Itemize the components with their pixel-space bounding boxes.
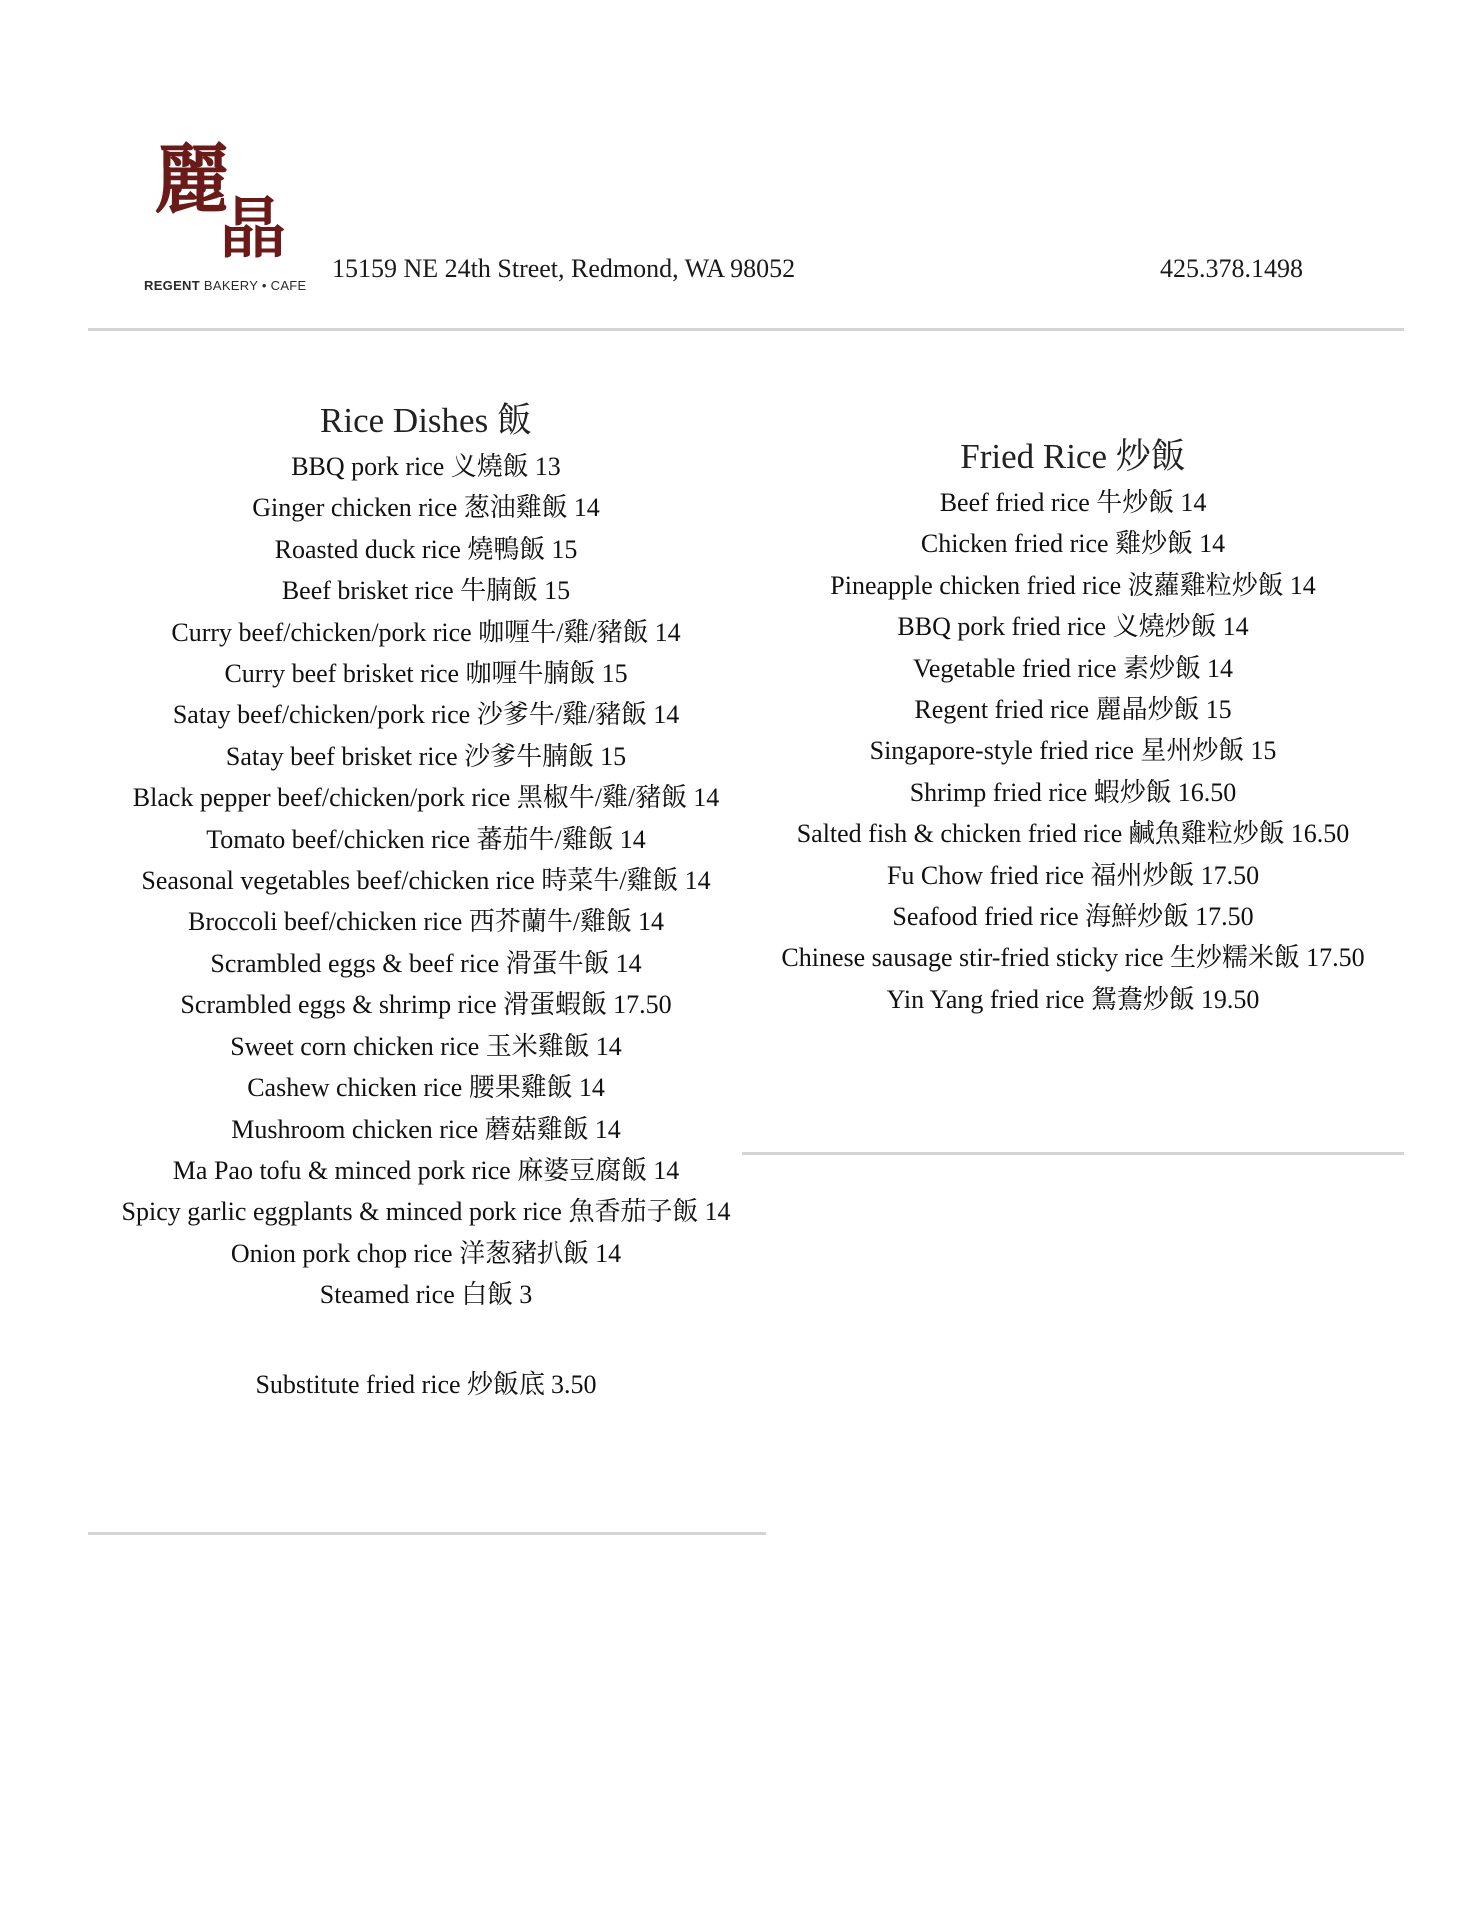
logo-glyph-li: 麗 <box>154 135 224 224</box>
menu-item-price: 14 <box>1180 488 1207 517</box>
menu-item-price: 14 <box>595 1031 622 1061</box>
menu-item-name: Ma Pao tofu & minced pork rice 麻婆豆腐飯 <box>172 1155 648 1185</box>
menu-item-name: Ginger chicken rice 葱油雞飯 <box>252 493 568 523</box>
menu-item <box>742 565 1404 606</box>
menu-item <box>90 736 762 777</box>
rice-dishes-divider <box>88 1532 766 1535</box>
menu-item-name: Chicken fried rice 雞炒飯 <box>920 529 1194 559</box>
menu-item-price: 15 <box>1250 736 1277 766</box>
spacer <box>90 1316 762 1364</box>
menu-item-price: 14 <box>595 1238 622 1268</box>
logo-glyph-jing: 晶 <box>220 189 280 267</box>
menu-item <box>742 606 1404 647</box>
menu-item-name: Yin Yang fried rice 鴛鴦炒飯 <box>886 984 1195 1014</box>
menu-item-price: 14 <box>615 948 642 978</box>
substitute-item <box>90 1364 762 1405</box>
menu-item-name: Mushroom chicken rice 蘑菇雞飯 <box>231 1114 589 1144</box>
menu-item <box>742 523 1404 564</box>
menu-item <box>90 446 762 487</box>
menu-item-price: 17.50 <box>613 990 672 1020</box>
menu-item-price: 14 <box>704 1197 731 1227</box>
menu-item-price: 14 <box>1207 653 1234 683</box>
menu-item-name: Fu Chow fried rice 福州炒飯 <box>886 860 1195 890</box>
menu-item <box>90 529 762 570</box>
menu-item-name: Seasonal vegetables beef/chicken rice 時菜牛/雞飯 <box>141 866 679 896</box>
menu-item-price: 15 <box>600 741 627 771</box>
menu-item-price: 14 <box>578 1073 605 1103</box>
menu-item <box>90 1233 762 1274</box>
menu-item-price: 14 <box>653 1155 680 1185</box>
menu-item-name: Scrambled eggs & beef rice 滑蛋牛飯 <box>210 948 610 978</box>
menu-item-name: Vegetable fried rice 素炒飯 <box>912 653 1202 683</box>
menu-item <box>742 482 1404 523</box>
logo-caption-regent: REGENT <box>144 278 200 293</box>
logo-caption <box>144 278 307 293</box>
menu-item <box>742 896 1404 937</box>
menu-item <box>90 570 762 611</box>
menu-item <box>90 612 762 653</box>
menu-item <box>742 730 1404 771</box>
menu-item-price: 14 <box>619 824 646 854</box>
menu-item <box>90 1109 762 1150</box>
menu-item-price: 14 <box>594 1114 621 1144</box>
menu-item <box>90 777 762 818</box>
fried-rice-section <box>742 434 1404 1020</box>
menu-item-price: 14 <box>693 783 720 813</box>
menu-item-price: 3.50 <box>551 1369 597 1399</box>
menu-item <box>90 943 762 984</box>
menu-item-price: 14 <box>653 700 680 730</box>
menu-item-name: Onion pork chop rice 洋葱豬扒飯 <box>230 1238 590 1268</box>
menu-item <box>742 979 1404 1020</box>
menu-item-name: Beef fried rice 牛炒飯 <box>939 488 1175 517</box>
rice-dishes-section <box>90 398 762 1405</box>
rice-dishes-title: Rice Dishes 飯 <box>320 401 532 440</box>
menu-item-price: 15 <box>601 659 628 689</box>
menu-item-price: 14 <box>1199 529 1226 559</box>
menu-item <box>90 860 762 901</box>
menu-item-name: Roasted duck rice 燒鴨飯 <box>274 534 546 564</box>
menu-item <box>742 648 1404 689</box>
menu-item <box>90 1191 762 1232</box>
menu-item-price: 15 <box>1205 695 1232 725</box>
menu-item <box>90 984 762 1025</box>
phone-number: 425.378.1498 <box>1160 254 1303 283</box>
menu-item-price: 19.50 <box>1200 984 1260 1014</box>
menu-item-price: 17.50 <box>1200 860 1260 890</box>
menu-item-name: Regent fried rice 麗晶炒飯 <box>914 695 1200 725</box>
page-header <box>0 0 1484 340</box>
menu-item <box>742 813 1404 854</box>
menu-item-price: 14 <box>638 907 665 937</box>
menu-item <box>90 1274 762 1315</box>
menu-item-price: 14 <box>573 493 600 523</box>
menu-item-name: Singapore-style fried rice 星州炒飯 <box>869 736 1245 766</box>
menu-item-name: Spicy garlic eggplants & minced pork rice 魚香茄子飯 <box>121 1197 699 1227</box>
menu-item-price: 14 <box>684 866 711 896</box>
menu-item-price: 15 <box>551 534 578 564</box>
menu-item-price: 13 <box>534 452 561 481</box>
menu-item-name: Seafood fried rice 海鮮炒飯 <box>892 902 1190 932</box>
menu-item-price: 3 <box>519 1280 533 1310</box>
menu-item-name: Tomato beef/chicken rice 蕃茄牛/雞飯 <box>206 824 614 854</box>
menu-item-name: Broccoli beef/chicken rice 西芥蘭牛/雞飯 <box>187 907 633 937</box>
menu-item-name: BBQ pork rice 义燒飯 <box>291 452 529 481</box>
menu-item-name: Salted fish & chicken fried rice 鹹魚雞粒炒飯 <box>796 819 1285 849</box>
menu-item <box>742 937 1404 978</box>
menu-item-name: Sweet corn chicken rice 玉米雞飯 <box>230 1031 590 1061</box>
rice-dishes-list <box>90 446 762 1316</box>
fried-rice-list <box>742 482 1404 1020</box>
menu-item <box>90 653 762 694</box>
regent-logo <box>140 135 310 308</box>
menu-item-name: Satay beef/chicken/pork rice 沙爹牛/雞/豬飯 <box>172 700 648 730</box>
menu-item-name: BBQ pork fried rice 义燒炒飯 <box>897 612 1217 642</box>
menu-item-price: 14 <box>654 617 681 647</box>
menu-item <box>90 487 762 528</box>
menu-item-name: Steamed rice 白飯 <box>319 1280 514 1310</box>
menu-item-name: Curry beef/chicken/pork rice 咖喱牛/雞/豬飯 <box>171 617 649 647</box>
menu-item-name: Pineapple chicken fried rice 波蘿雞粒炒飯 <box>830 570 1284 600</box>
fried-rice-divider <box>742 1152 1404 1155</box>
menu-item-name: Shrimp fried rice 蝦炒飯 <box>909 777 1172 807</box>
menu-item <box>90 901 762 942</box>
menu-item <box>742 689 1404 730</box>
menu-item-price: 17.50 <box>1306 943 1365 973</box>
menu-item-price: 16.50 <box>1177 777 1237 807</box>
menu-item-name: Satay beef brisket rice 沙爹牛腩飯 <box>225 741 595 771</box>
menu-item-name: Chinese sausage stir-fried sticky rice 生炒糯米飯 <box>781 943 1301 973</box>
menu-item-name: Curry beef brisket rice 咖喱牛腩飯 <box>224 659 596 689</box>
menu-item <box>90 694 762 735</box>
logo-caption-rest: BAKERY • CAFE <box>199 278 307 293</box>
menu-item <box>742 855 1404 896</box>
menu-item-name: Cashew chicken rice 腰果雞飯 <box>247 1073 573 1103</box>
menu-item-name: Beef brisket rice 牛腩飯 <box>281 576 539 606</box>
menu-item-price: 15 <box>544 576 571 606</box>
menu-item <box>90 1026 762 1067</box>
fried-rice-title: Fried Rice 炒飯 <box>960 437 1186 476</box>
menu-item <box>90 819 762 860</box>
menu-item <box>90 1067 762 1108</box>
address: 15159 NE 24th Street, Redmond, WA 98052 <box>332 254 796 283</box>
menu-item-name: Scrambled eggs & shrimp rice 滑蛋蝦飯 <box>180 990 608 1020</box>
menu-item <box>90 1150 762 1191</box>
menu-item-name: Black pepper beef/chicken/pork rice 黑椒牛/雞/豬飯 <box>132 783 688 813</box>
menu-item-price: 14 <box>1289 570 1316 600</box>
menu-item-price: 17.50 <box>1195 902 1254 932</box>
menu-item-name: Substitute fried rice 炒飯底 <box>255 1369 546 1399</box>
menu-item <box>742 772 1404 813</box>
menu-item-price: 14 <box>1222 612 1249 642</box>
header-divider <box>88 328 1404 331</box>
menu-item-price: 16.50 <box>1290 819 1350 849</box>
